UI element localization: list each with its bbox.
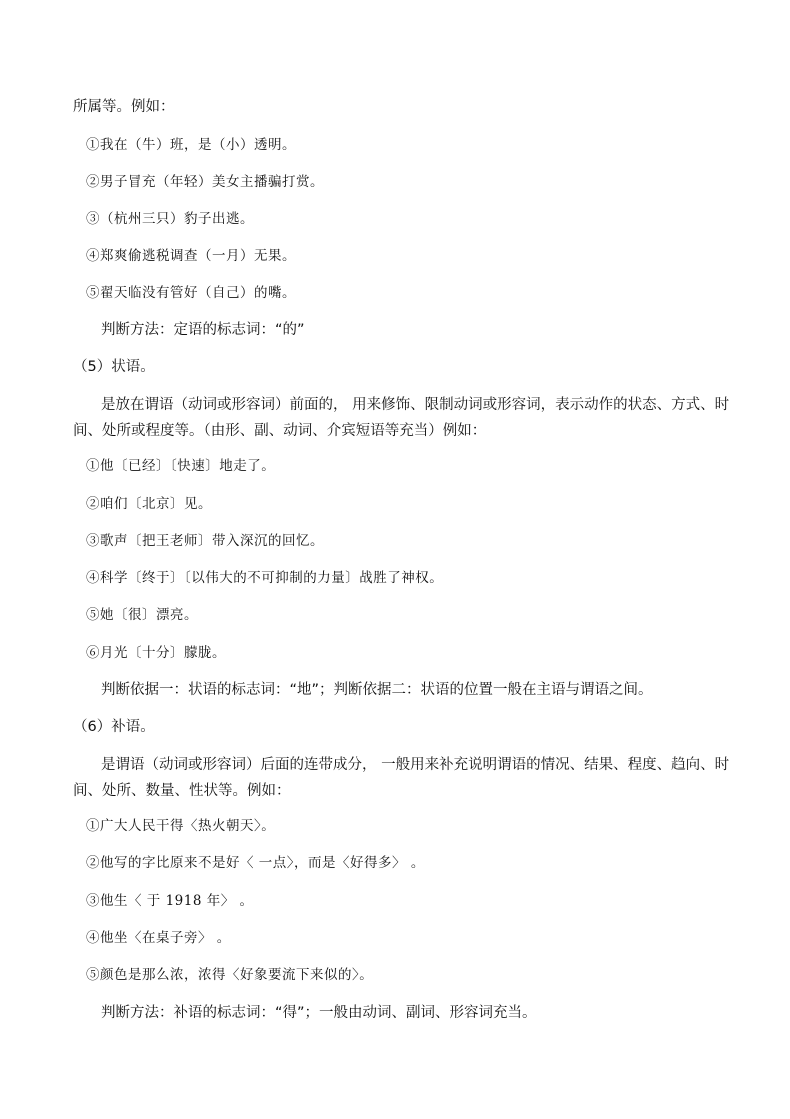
intro-line: 所属等。例如： (73, 99, 175, 115)
complement-example-4: ④他坐〈在桌子旁〉 。 (86, 930, 231, 946)
adverbial-example-2: ②咱们〔北京〕见。 (86, 496, 212, 512)
complement-definition: 是谓语（动词或形容词）后面的连带成分， 一般用来补充说明谓语的情况、结果、程度、趋向、时间、处所、数量、性状等。例如： (73, 757, 730, 799)
complement-example-3: ③他生〈 于 1918 年〉 。 (86, 893, 254, 909)
complement-example-1: ①广大人民干得〈热火朝天〉。 (86, 818, 276, 834)
complement-example-2: ②他写的字比原来不是好〈 一点〉，而是〈好得多〉 。 (86, 855, 425, 871)
adverbial-definition: 是放在谓语（动词或形容词）前面的， 用来修饰、限制动词或形容词，表示动作的状态、方式、时间、处所或程度等。（由形、副、动词、介宾短语等充当）例如： (73, 397, 730, 439)
section-heading-complement: （6）补语。 (73, 719, 155, 735)
attributive-example-5: ⑤翟天临没有管好（自己）的嘴。 (86, 285, 296, 301)
adverbial-example-6: ⑥月光〔十分〕朦胧。 (86, 645, 226, 661)
attributive-example-1: ①我在（牛）班，是（小）透明。 (86, 137, 296, 153)
attributive-example-3: ③（杭州三只）豹子出逃。 (86, 211, 254, 227)
complement-rule: 判断方法：补语的标志词：“得”；一般由动词、副词、形容词充当。 (101, 1005, 537, 1021)
attributive-rule: 判断方法：定语的标志词：“的” (101, 322, 305, 338)
adverbial-example-4: ④科学〔终于〕〔以伟大的不可抑制的力量〕战胜了神权。 (86, 570, 444, 586)
adverbial-example-5: ⑤她〔很〕漂亮。 (86, 607, 198, 623)
attributive-example-4: ④郑爽偷逃税调查（一月）无果。 (86, 248, 296, 264)
attributive-example-2: ②男子冒充（年轻）美女主播骗打赏。 (86, 174, 324, 190)
adverbial-rule: 判断依据一：状语的标志词：“地”；判断依据二：状语的位置一般在主语与谓语之间。 (101, 682, 653, 698)
complement-example-5: ⑤颜色是那么浓，浓得〈好象要流下来似的〉。 (86, 967, 374, 983)
adverbial-example-3: ③歌声〔把王老师〕带入深沉的回忆。 (86, 533, 324, 549)
section-heading-adverbial: （5）状语。 (73, 359, 155, 375)
adverbial-example-1: ①他〔已经〕〔快速〕地走了。 (86, 458, 276, 474)
